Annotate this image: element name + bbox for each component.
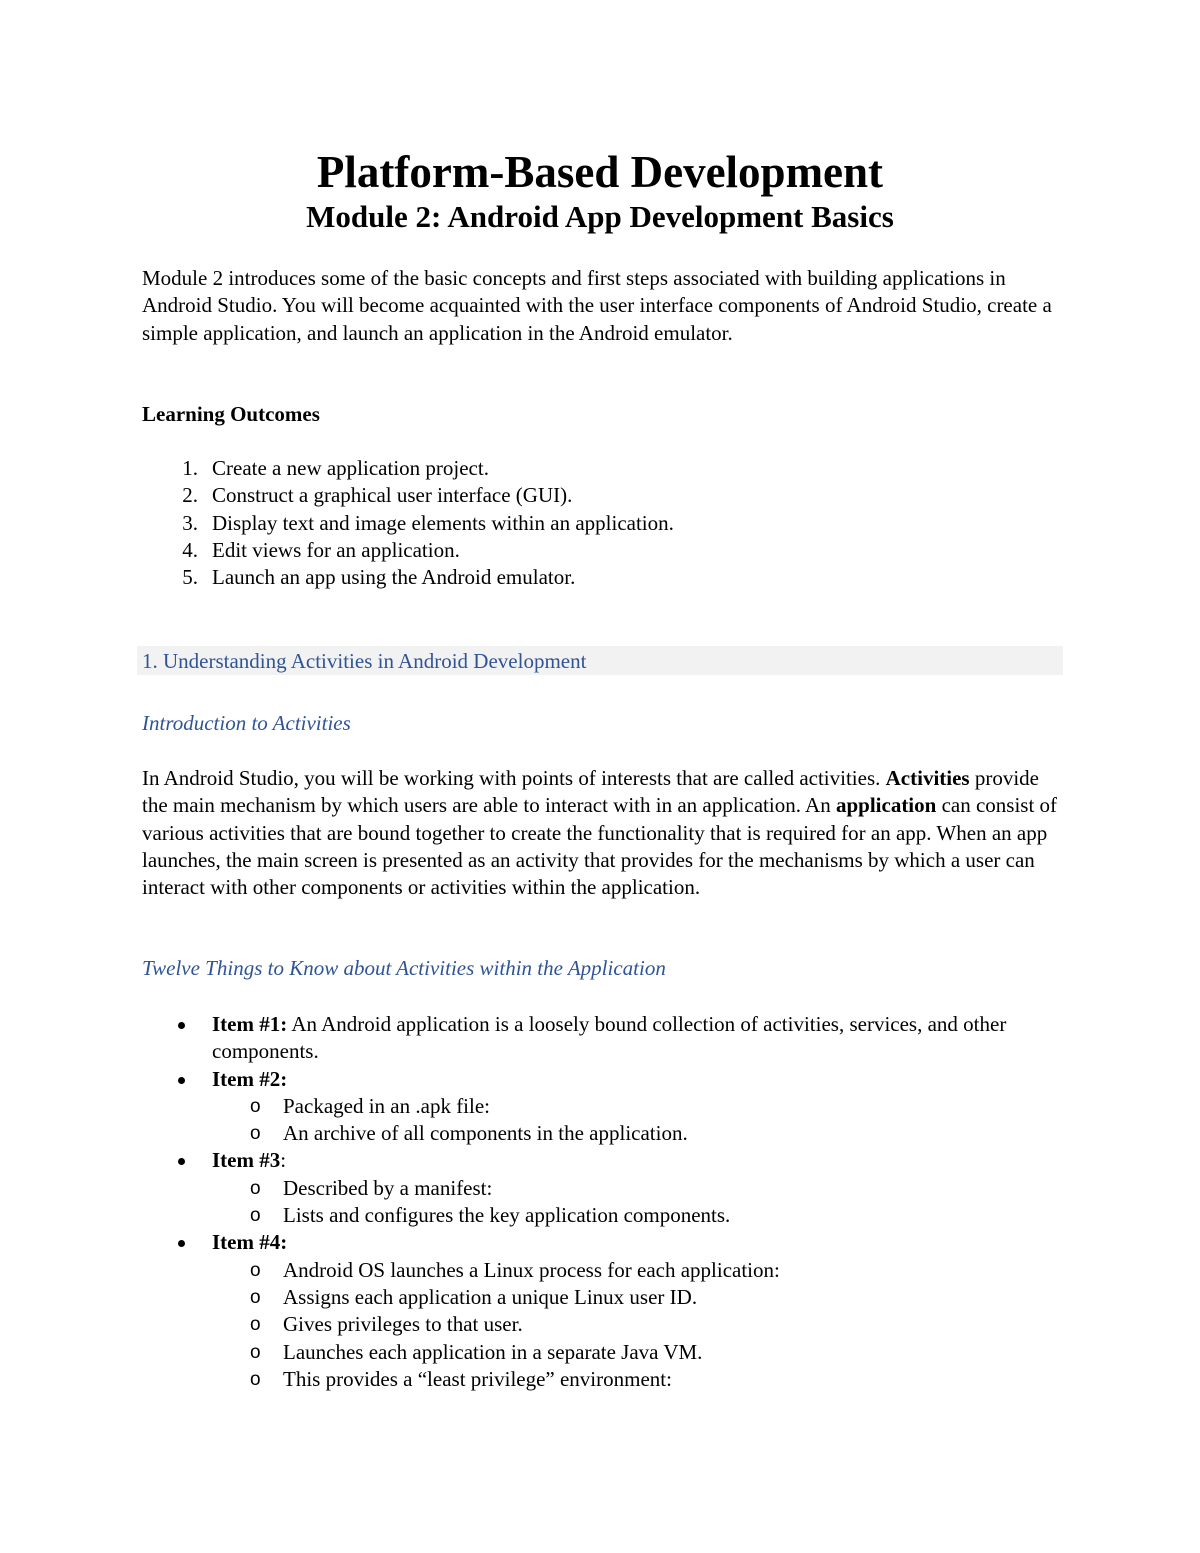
sub-bullet-item bbox=[212, 1175, 1062, 1202]
list-number: 2. bbox=[182, 483, 198, 508]
circle-bullet-icon: o bbox=[250, 1095, 261, 1117]
sub-bullet-item bbox=[212, 1311, 1062, 1338]
text-run: provide the main mechanism by which users are able to interact with in an application. An bbox=[142, 766, 1040, 818]
list-number: 5. bbox=[182, 565, 198, 590]
module-intro-paragraph: Module 2 introduces some of the basic concepts and first steps associated with building applications in Android Studio. You will become acquainted with the user interface components of Android Studio, create a simple application, and launch an application in the Android emulator. bbox=[142, 266, 1052, 345]
document-title: Platform-Based Development bbox=[316, 147, 884, 197]
item-text: : bbox=[280, 1148, 287, 1173]
circle-bullet-icon: o bbox=[250, 1314, 261, 1336]
circle-bullet-icon: o bbox=[250, 1205, 261, 1227]
bullet-dot-icon bbox=[178, 1077, 185, 1084]
item-label: Item #2: bbox=[212, 1066, 288, 1091]
sub-item-text: Packaged in an .apk file: bbox=[283, 1093, 491, 1118]
sub-item-text: Assigns each application a unique Linux user ID. bbox=[283, 1284, 698, 1309]
bold-term-activities: Activities bbox=[885, 766, 970, 790]
list-item-text: Edit views for an application. bbox=[212, 537, 460, 562]
bullet-item bbox=[142, 1147, 1062, 1229]
activities-bullet-list bbox=[142, 1011, 1062, 1393]
bullet-dot-icon bbox=[178, 1158, 185, 1165]
bullet-item bbox=[142, 1066, 1062, 1148]
bullet-item bbox=[142, 1229, 1062, 1393]
sub-item-text: Android OS launches a Linux process for each application: bbox=[283, 1257, 780, 1282]
twelve-things-heading: Twelve Things to Know about Activities within the Application bbox=[142, 956, 666, 980]
introduction-to-activities-heading: Introduction to Activities bbox=[142, 711, 351, 735]
sub-bullet-item bbox=[212, 1257, 1062, 1284]
list-number: 3. bbox=[182, 510, 198, 535]
list-item-text: Create a new application project. bbox=[212, 456, 489, 480]
item-text: An Android application is a loosely bound collection of activities, services, and other components. bbox=[212, 1012, 1007, 1064]
sub-item-text: Gives privileges to that user. bbox=[283, 1312, 523, 1337]
sub-bullet-list bbox=[212, 1093, 1062, 1148]
circle-bullet-icon: o bbox=[250, 1368, 261, 1390]
section-heading: 1. Understanding Activities in Android Development bbox=[142, 649, 587, 673]
module-subtitle: Module 2: Android App Development Basics bbox=[306, 199, 894, 234]
sub-bullet-list bbox=[212, 1257, 1062, 1393]
sub-bullet-item bbox=[212, 1202, 1062, 1229]
sub-bullet-item bbox=[212, 1284, 1062, 1311]
list-number: 4. bbox=[182, 537, 198, 562]
bullet-item bbox=[142, 1011, 1062, 1066]
bullet-dot-icon bbox=[178, 1240, 185, 1247]
sub-bullet-item bbox=[212, 1120, 1062, 1147]
sub-item-text: Described by a manifest: bbox=[283, 1175, 493, 1200]
bold-term-application: application bbox=[835, 793, 937, 818]
learning-outcomes-heading: Learning Outcomes bbox=[142, 402, 320, 426]
sub-item-text: Launches each application in a separate Java VM. bbox=[283, 1339, 703, 1364]
sub-bullet-list bbox=[212, 1175, 1062, 1230]
sub-bullet-item bbox=[212, 1366, 1062, 1393]
circle-bullet-icon: o bbox=[250, 1341, 261, 1363]
bullet-dot-icon bbox=[178, 1022, 185, 1029]
sub-bullet-item bbox=[212, 1339, 1062, 1366]
circle-bullet-icon: o bbox=[250, 1259, 261, 1281]
text-run: can consist of various activities that are bound together to create the functionality that is required for an app. When an app launches, the main screen is presented as an activity that provides for the mechanisms by which a user can interact with other components or activities within the application. bbox=[142, 793, 1058, 900]
item-label: Item #3 bbox=[212, 1148, 281, 1173]
item-label: Item #4: bbox=[212, 1230, 288, 1255]
circle-bullet-icon: o bbox=[250, 1286, 261, 1308]
sub-bullet-item bbox=[212, 1093, 1062, 1120]
sub-item-text: An archive of all components in the application. bbox=[283, 1121, 688, 1146]
sub-item-text: Lists and configures the key application components. bbox=[283, 1203, 731, 1228]
list-item-text: Display text and image elements within an application. bbox=[212, 510, 674, 535]
list-item-text: Construct a graphical user interface (GUI). bbox=[212, 483, 573, 508]
activities-paragraph bbox=[142, 765, 1062, 901]
item-label: Item #1: bbox=[212, 1012, 288, 1036]
sub-item-text: This provides a “least privilege” environment: bbox=[283, 1366, 672, 1391]
circle-bullet-icon: o bbox=[250, 1123, 261, 1145]
text-run: In Android Studio, you will be working with points of interests that are called activities. bbox=[142, 766, 886, 790]
list-number: 1. bbox=[182, 456, 198, 480]
list-item-text: Launch an app using the Android emulator. bbox=[212, 565, 576, 590]
circle-bullet-icon: o bbox=[250, 1177, 261, 1199]
